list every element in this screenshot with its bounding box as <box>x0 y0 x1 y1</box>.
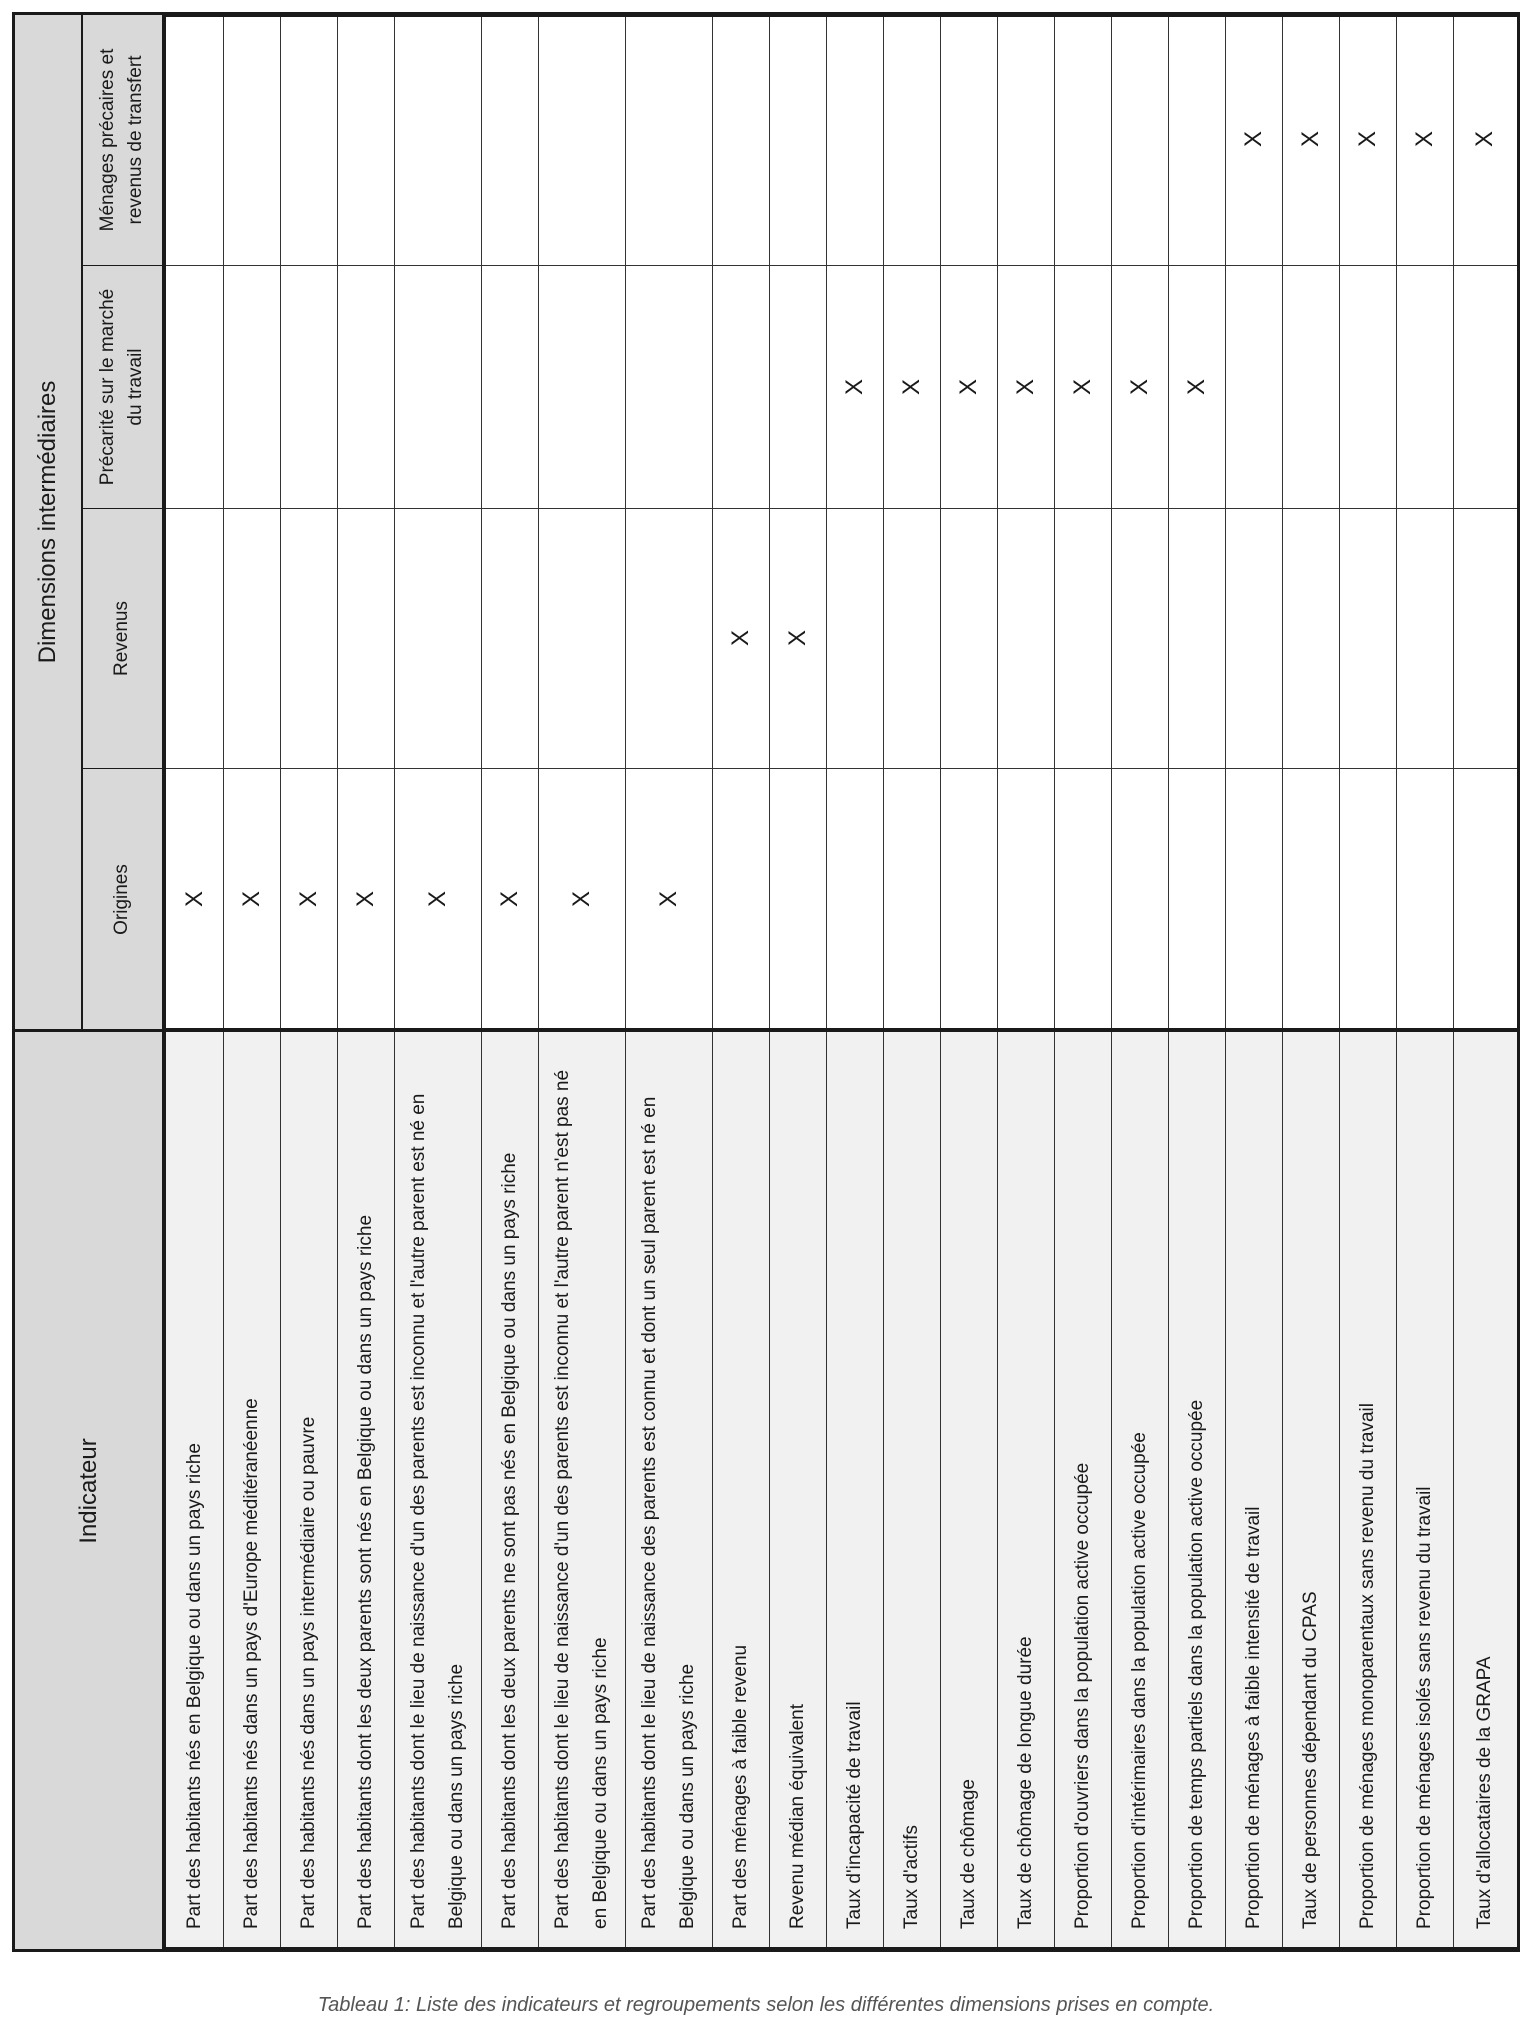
table-body <box>162 15 1519 1949</box>
table-row <box>280 17 338 1947</box>
indicator-label: Part des habitants dont le lieu de naissance des parents est connu et dont un seul parent est né en Belgique ou dans un pays riche <box>638 1096 698 1929</box>
indicator-label: Proportion d'ouvriers dans la population active occupée <box>1071 1462 1093 1929</box>
indicator-label: Proportion de ménages à faible intensité de travail <box>1242 1506 1264 1929</box>
table-header <box>15 15 162 1949</box>
table-row <box>1111 17 1169 1947</box>
table-row <box>223 17 281 1947</box>
indicator-label: Revenu médian équivalent <box>786 1704 808 1929</box>
dimension-mark: X <box>1068 379 1096 396</box>
indicator-label: Part des habitants nés en Belgique ou dans un pays riche <box>183 1443 205 1929</box>
indicator-label: Proportion de ménages monoparentaux sans revenu du travail <box>1356 1403 1378 1929</box>
dimension-mark: X <box>1296 131 1324 148</box>
indicator-table <box>12 12 1520 1952</box>
header-col-precarite: Précarité sur le marché du travail <box>81 266 162 509</box>
dimension-mark: X <box>294 891 322 908</box>
table-row <box>394 17 482 1947</box>
table-row <box>1282 17 1340 1947</box>
table-row <box>538 17 626 1947</box>
indicator-label: Taux de chômage de longue durée <box>1014 1636 1036 1929</box>
header-dimensions: Dimensions intermédiaires <box>34 380 61 664</box>
column-divider <box>166 768 1517 769</box>
dimension-mark: X <box>1125 379 1153 396</box>
table-row <box>1453 17 1517 1947</box>
dimension-mark: X <box>783 630 811 647</box>
dimension-mark: X <box>726 630 754 647</box>
dimension-mark: X <box>1182 379 1210 396</box>
rotated-table <box>12 12 1520 1952</box>
indicator-label: Part des habitants nés dans un pays intermédiaire ou pauvre <box>297 1416 319 1929</box>
header-col-origines: Origines <box>110 864 132 935</box>
table-row <box>769 17 827 1947</box>
table-row <box>481 17 539 1947</box>
column-divider <box>166 265 1517 266</box>
table-row <box>625 17 713 1947</box>
dimension-mark: X <box>840 379 868 396</box>
table-row <box>1225 17 1283 1947</box>
dimension-mark: X <box>237 891 265 908</box>
table-row <box>1054 17 1112 1947</box>
dimension-mark: X <box>1353 131 1381 148</box>
dimension-mark: X <box>897 379 925 396</box>
table-row <box>1168 17 1226 1947</box>
indicator-label: Part des habitants dont les deux parents ne sont pas nés en Belgique ou dans un pays riche <box>498 1152 520 1929</box>
dimension-mark: X <box>954 379 982 396</box>
indicator-label: Part des ménages à faible revenu <box>729 1644 751 1929</box>
dimension-mark: X <box>1471 131 1498 148</box>
table-row <box>712 17 770 1947</box>
indicator-label: Part des habitants dont le lieu de naissance d'un des parents est inconnu et l'autre parent est né en Belgique ou dans un pays riche <box>407 1093 467 1929</box>
indicator-label: Part des habitants dont le lieu de naissance d'un des parents est inconnu et l'autre parent n'est pas né en Belgique ou dans un pays riche <box>551 1069 611 1929</box>
table-row <box>1396 17 1454 1947</box>
table-row <box>940 17 998 1947</box>
dimension-mark: X <box>567 891 595 908</box>
indicator-label: Taux d'allocataires de la GRAPA <box>1474 1656 1495 1929</box>
indicator-label: Part des habitants dont les deux parents sont nés en Belgique ou dans un pays riche <box>354 1214 376 1929</box>
indicator-label: Part des habitants nés dans un pays d'Europe méditéranéenne <box>240 1398 262 1929</box>
indicator-label: Proportion d'intérimaires dans la population active occupée <box>1128 1432 1150 1929</box>
dimension-mark: X <box>1239 131 1267 148</box>
header-indicateur: Indicateur <box>74 1438 102 1544</box>
table-row <box>997 17 1055 1947</box>
column-divider <box>166 1028 1517 1032</box>
indicator-label: Taux d'actifs <box>900 1825 922 1929</box>
indicator-label: Taux de personnes dépendant du CPAS <box>1299 1591 1321 1929</box>
dimension-mark: X <box>423 891 451 908</box>
table-row <box>337 17 395 1947</box>
header-col-menages: Ménages précaires et revenus de transfert <box>81 15 162 266</box>
table-row <box>883 17 941 1947</box>
dimension-mark: X <box>1011 379 1039 396</box>
indicator-label: Taux d'incapacité de travail <box>843 1701 865 1929</box>
header-col-revenus: Revenus <box>81 509 162 769</box>
dimension-mark: X <box>180 891 208 908</box>
table-row <box>1339 17 1397 1947</box>
dimension-mark: X <box>654 891 682 908</box>
column-divider <box>166 508 1517 509</box>
table-caption: Tableau 1: Liste des indicateurs et regroupements selon les différentes dimensions prises en compte. <box>317 1994 1215 2016</box>
indicator-label: Taux de chômage <box>957 1779 979 1929</box>
table-row <box>166 17 224 1947</box>
indicator-label: Proportion de temps partiels dans la population active occupée <box>1185 1399 1207 1929</box>
dimension-mark: X <box>1410 131 1438 148</box>
header-divider <box>15 1029 162 1032</box>
table-row <box>826 17 884 1947</box>
dimension-mark: X <box>351 891 379 908</box>
dimension-mark: X <box>495 891 523 908</box>
indicator-label: Proportion de ménages isolés sans revenu du travail <box>1413 1486 1435 1929</box>
